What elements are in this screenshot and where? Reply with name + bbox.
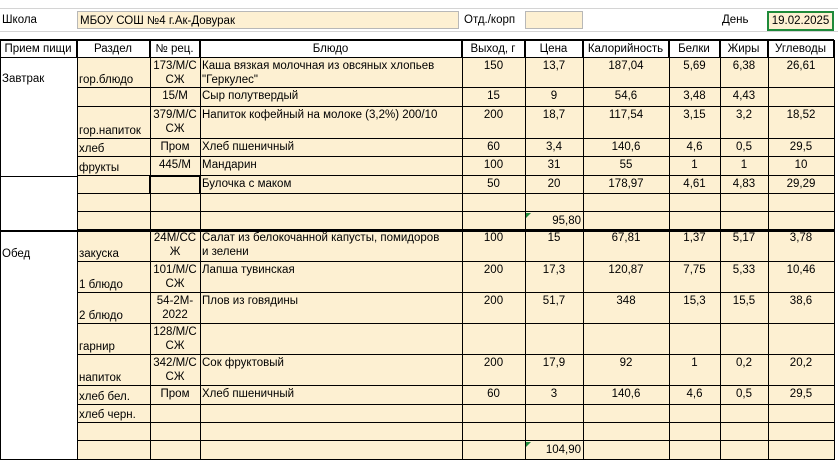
column-header-7[interactable]: Белки (669, 40, 720, 58)
lunch-row-1-carbs[interactable]: 10,46 (768, 262, 834, 293)
breakfast-row-0-recipe[interactable]: 173/М/С СЖ (150, 58, 200, 88)
breakfast-row-5-price[interactable]: 20 (525, 176, 583, 194)
breakfast-row-3-dish[interactable]: Хлеб пшеничный (200, 139, 462, 157)
breakfast-row-1-carbs[interactable] (768, 88, 834, 107)
breakfast-row-7-recipe[interactable] (150, 212, 200, 230)
breakfast-row-6-protein[interactable] (669, 194, 720, 212)
lunch-row-2-fat[interactable]: 15,5 (720, 293, 768, 324)
lunch-row-5-fat[interactable]: 0,5 (720, 386, 768, 405)
lunch-row-7-carbs[interactable] (768, 423, 834, 441)
lunch-row-0-section[interactable]: закуска (77, 230, 150, 262)
lunch-row-8-fat[interactable] (720, 441, 768, 460)
lunch-row-8-dish[interactable] (200, 441, 462, 460)
breakfast-row-6-recipe[interactable] (150, 194, 200, 212)
breakfast-row-0-fat[interactable]: 6,38 (720, 58, 768, 88)
lunch-row-2-section[interactable]: 2 блюдо (77, 293, 150, 324)
column-header-4[interactable]: Выход, г (462, 40, 525, 58)
breakfast-row-4-dish[interactable]: Мандарин (200, 157, 462, 176)
day-date-cell[interactable]: 19.02.2025 (767, 11, 834, 31)
breakfast-row-5-kcal[interactable]: 178,97 (583, 176, 669, 194)
lunch-row-3-dish[interactable] (200, 324, 462, 355)
lunch-row-0-fat[interactable]: 5,17 (720, 230, 768, 262)
breakfast-row-1-fat[interactable]: 4,43 (720, 88, 768, 107)
breakfast-row-7-yield[interactable] (462, 212, 525, 230)
lunch-row-8-yield[interactable] (462, 441, 525, 460)
lunch-row-1-kcal[interactable]: 120,87 (583, 262, 669, 293)
lunch-row-5-carbs[interactable]: 29,5 (768, 386, 834, 405)
breakfast-row-7-section[interactable] (77, 212, 150, 230)
lunch-row-7-fat[interactable] (720, 423, 768, 441)
breakfast-row-2-section[interactable]: гор.напиток (77, 107, 150, 139)
lunch-row-2-carbs[interactable]: 38,6 (768, 293, 834, 324)
breakfast-row-1-dish[interactable]: Сыр полутвердый (200, 88, 462, 107)
breakfast-row-7-price[interactable]: 95,80 (525, 212, 583, 230)
breakfast-row-4-kcal[interactable]: 55 (583, 157, 669, 176)
breakfast-row-5-protein[interactable]: 4,61 (669, 176, 720, 194)
breakfast-row-1-recipe[interactable]: 15/М (150, 88, 200, 107)
breakfast-row-0-carbs[interactable]: 26,61 (768, 58, 834, 88)
lunch-row-0-kcal[interactable]: 67,81 (583, 230, 669, 262)
lunch-row-2-dish[interactable]: Плов из говядины (200, 293, 462, 324)
column-border (669, 40, 670, 460)
breakfast-row-1-price[interactable]: 9 (525, 88, 583, 107)
breakfast-row-5-fat[interactable]: 4,83 (720, 176, 768, 194)
lunch-row-8-kcal[interactable] (583, 441, 669, 460)
lunch-row-1-fat[interactable]: 5,33 (720, 262, 768, 293)
breakfast-row-0-yield[interactable]: 150 (462, 58, 525, 88)
lunch-row-2-price[interactable]: 51,7 (525, 293, 583, 324)
day-label: День (722, 14, 749, 26)
lunch-row-3-fat[interactable] (720, 324, 768, 355)
school-name-cell[interactable]: МБОУ СОШ №4 г.Ак-Довурак (77, 11, 459, 29)
lunch-row-8-section[interactable] (77, 441, 150, 460)
lunch-row-8-recipe[interactable] (150, 441, 200, 460)
breakfast-row-2-recipe[interactable]: 379/М/С СЖ (150, 107, 200, 139)
lunch-row-8-carbs[interactable] (768, 441, 834, 460)
lunch-row-5-kcal[interactable]: 140,6 (583, 386, 669, 405)
breakfast-row-1-kcal[interactable]: 54,6 (583, 88, 669, 107)
lunch-row-7-protein[interactable] (669, 423, 720, 441)
lunch-row-4-yield[interactable]: 200 (462, 355, 525, 386)
column-border (720, 40, 721, 460)
breakfast-row-2-yield[interactable]: 200 (462, 107, 525, 139)
breakfast-row-2-fat[interactable]: 3,2 (720, 107, 768, 139)
lunch-row-0-carbs[interactable]: 3,78 (768, 230, 834, 262)
breakfast-row-3-fat[interactable]: 0,5 (720, 139, 768, 157)
department-label: Отд./корп (464, 14, 516, 26)
breakfast-row-6-section[interactable] (77, 194, 150, 212)
breakfast-row-3-price[interactable]: 3,4 (525, 139, 583, 157)
lunch-row-6-recipe[interactable] (150, 405, 200, 423)
lunch-row-7-dish[interactable] (200, 423, 462, 441)
sheet-grid-line (0, 31, 838, 32)
column-border (525, 40, 526, 460)
breakfast-row-4-carbs[interactable]: 10 (768, 157, 834, 176)
lunch-row-6-kcal[interactable] (583, 405, 669, 423)
lunch-row-1-protein[interactable]: 7,75 (669, 262, 720, 293)
breakfast-row-4-fat[interactable]: 1 (720, 157, 768, 176)
breakfast-row-2-protein[interactable]: 3,15 (669, 107, 720, 139)
breakfast-row-6-carbs[interactable] (768, 194, 834, 212)
lunch-row-6-yield[interactable] (462, 405, 525, 423)
breakfast-row-3-section[interactable]: хлеб (77, 139, 150, 157)
lunch-row-3-carbs[interactable] (768, 324, 834, 355)
breakfast-row-7-fat[interactable] (720, 212, 768, 230)
lunch-row-2-yield[interactable]: 200 (462, 293, 525, 324)
table-bottom-border (0, 459, 834, 460)
lunch-row-8-protein[interactable] (669, 441, 720, 460)
breakfast-row-4-yield[interactable]: 100 (462, 157, 525, 176)
breakfast-row-5-section[interactable] (77, 176, 150, 194)
lunch-row-6-dish[interactable] (200, 405, 462, 423)
lunch-row-1-dish[interactable]: Лапша тувинская (200, 262, 462, 293)
lunch-row-7-kcal[interactable] (583, 423, 669, 441)
lunch-row-3-section[interactable]: гарнир (77, 324, 150, 355)
breakfast-row-2-dish[interactable]: Напиток кофейный на молоке (3,2%) 200/10 (200, 107, 462, 139)
breakfast-row-5-dish[interactable]: Булочка с маком (200, 176, 462, 194)
breakfast-row-5-yield[interactable]: 50 (462, 176, 525, 194)
lunch-row-3-recipe[interactable]: 128/М/С СЖ (150, 324, 200, 355)
lunch-row-4-carbs[interactable]: 20,2 (768, 355, 834, 386)
meal-lunch-label: Обед (2, 248, 31, 260)
breakfast-row-7-dish[interactable] (200, 212, 462, 230)
breakfast-row-3-kcal[interactable]: 140,6 (583, 139, 669, 157)
lunch-row-6-fat[interactable] (720, 405, 768, 423)
breakfast-row-4-protein[interactable]: 1 (669, 157, 720, 176)
breakfast-row-6-kcal[interactable] (583, 194, 669, 212)
lunch-row-3-yield[interactable] (462, 324, 525, 355)
column-header-5[interactable]: Цена (525, 40, 583, 58)
formula-marker-icon (526, 442, 531, 447)
meal-divider (0, 230, 834, 232)
lunch-row-5-dish[interactable]: Хлеб пшеничный (200, 386, 462, 405)
column-border (768, 40, 769, 460)
breakfast-row-3-protein[interactable]: 4,6 (669, 139, 720, 157)
department-cell[interactable] (525, 11, 583, 29)
breakfast-row-2-kcal[interactable]: 117,54 (583, 107, 669, 139)
lunch-row-4-fat[interactable]: 0,2 (720, 355, 768, 386)
breakfast-row-0-section[interactable]: гор.блюдо (77, 58, 150, 88)
breakfast-row-4-price[interactable]: 31 (525, 157, 583, 176)
breakfast-row-5-carbs[interactable]: 29,29 (768, 176, 834, 194)
lunch-row-4-section[interactable]: напиток (77, 355, 150, 386)
breakfast-row-2-price[interactable]: 18,7 (525, 107, 583, 139)
lunch-row-7-price[interactable] (525, 423, 583, 441)
column-header-6[interactable]: Калорийность (583, 40, 669, 58)
column-border (583, 40, 584, 460)
breakfast-row-3-recipe[interactable]: Пром (150, 139, 200, 157)
lunch-row-4-recipe[interactable]: 342/М/С СЖ (150, 355, 200, 386)
breakfast-row-1-yield[interactable]: 15 (462, 88, 525, 107)
formula-marker-icon (526, 213, 531, 218)
breakfast-row-7-carbs[interactable] (768, 212, 834, 230)
column-border (77, 40, 78, 460)
recipe-empty-cell-border (149, 176, 200, 194)
lunch-row-5-protein[interactable]: 4,6 (669, 386, 720, 405)
column-border (0, 40, 1, 460)
lunch-row-2-recipe[interactable]: 54-2М- 2022 (150, 293, 200, 324)
breakfast-row-7-protein[interactable] (669, 212, 720, 230)
lunch-row-2-kcal[interactable]: 348 (583, 293, 669, 324)
column-border (150, 40, 151, 460)
lunch-row-5-yield[interactable]: 60 (462, 386, 525, 405)
breakfast-row-6-yield[interactable] (462, 194, 525, 212)
lunch-row-3-price[interactable] (525, 324, 583, 355)
breakfast-row-4-recipe[interactable]: 445/М (150, 157, 200, 176)
column-header-1[interactable]: Раздел (77, 40, 150, 58)
breakfast-row-4-section[interactable]: фрукты (77, 157, 150, 176)
meal-divider (0, 176, 77, 177)
lunch-row-5-recipe[interactable]: Пром (150, 386, 200, 405)
lunch-row-1-section[interactable]: 1 блюдо (77, 262, 150, 293)
column-header-9[interactable]: Углеводы (768, 40, 834, 58)
lunch-row-8-price[interactable]: 104,90 (525, 441, 583, 460)
breakfast-row-2-carbs[interactable]: 18,52 (768, 107, 834, 139)
lunch-row-6-price[interactable] (525, 405, 583, 423)
lunch-row-0-protein[interactable]: 1,37 (669, 230, 720, 262)
lunch-row-7-recipe[interactable] (150, 423, 200, 441)
breakfast-row-3-carbs[interactable]: 29,5 (768, 139, 834, 157)
column-border (834, 40, 835, 460)
lunch-row-1-yield[interactable]: 200 (462, 262, 525, 293)
header-top-border (0, 39, 834, 41)
lunch-row-4-protein[interactable]: 1 (669, 355, 720, 386)
lunch-row-0-price[interactable]: 15 (525, 230, 583, 262)
lunch-row-3-kcal[interactable] (583, 324, 669, 355)
sheet-grid-line (0, 8, 838, 9)
breakfast-row-7-kcal[interactable] (583, 212, 669, 230)
breakfast-row-6-dish[interactable] (200, 194, 462, 212)
lunch-row-5-price[interactable]: 3 (525, 386, 583, 405)
lunch-row-7-yield[interactable] (462, 423, 525, 441)
lunch-row-4-kcal[interactable]: 92 (583, 355, 669, 386)
breakfast-row-6-fat[interactable] (720, 194, 768, 212)
column-header-0[interactable]: Прием пищи (0, 40, 77, 58)
breakfast-row-3-yield[interactable]: 60 (462, 139, 525, 157)
meal-breakfast-label: Завтрак (2, 73, 45, 85)
lunch-row-7-section[interactable] (77, 423, 150, 441)
column-border (200, 40, 201, 460)
column-header-2[interactable]: № рец. (150, 40, 200, 58)
lunch-row-1-recipe[interactable]: 101/М/С СЖ (150, 262, 200, 293)
breakfast-row-1-protein[interactable]: 3,48 (669, 88, 720, 107)
column-border (462, 40, 463, 460)
breakfast-row-0-protein[interactable]: 5,69 (669, 58, 720, 88)
lunch-row-6-section[interactable]: хлеб черн. (77, 405, 150, 423)
school-label: Школа (2, 14, 37, 26)
breakfast-row-0-price[interactable]: 13,7 (525, 58, 583, 88)
lunch-row-0-recipe[interactable]: 24М/СС Ж (150, 230, 200, 262)
lunch-row-4-dish[interactable]: Сок фруктовый (200, 355, 462, 386)
lunch-row-6-carbs[interactable] (768, 405, 834, 423)
lunch-row-1-price[interactable]: 17,3 (525, 262, 583, 293)
breakfast-row-1-section[interactable] (77, 88, 150, 107)
lunch-row-2-protein[interactable]: 15,3 (669, 293, 720, 324)
lunch-row-4-price[interactable]: 17,9 (525, 355, 583, 386)
breakfast-row-0-kcal[interactable]: 187,04 (583, 58, 669, 88)
breakfast-row-0-dish[interactable]: Каша вязкая молочная из овсяных хлопьев "Геркулес" (200, 58, 462, 88)
column-header-3[interactable]: Блюдо (200, 40, 462, 58)
lunch-row-6-protein[interactable] (669, 405, 720, 423)
lunch-row-3-protein[interactable] (669, 324, 720, 355)
lunch-row-0-dish[interactable]: Салат из белокочанной капусты, помидоров и зелени (200, 230, 462, 262)
lunch-row-5-section[interactable]: хлеб бел. (77, 386, 150, 405)
breakfast-row-6-price[interactable] (525, 194, 583, 212)
lunch-row-0-yield[interactable]: 100 (462, 230, 525, 262)
column-header-8[interactable]: Жиры (720, 40, 768, 58)
